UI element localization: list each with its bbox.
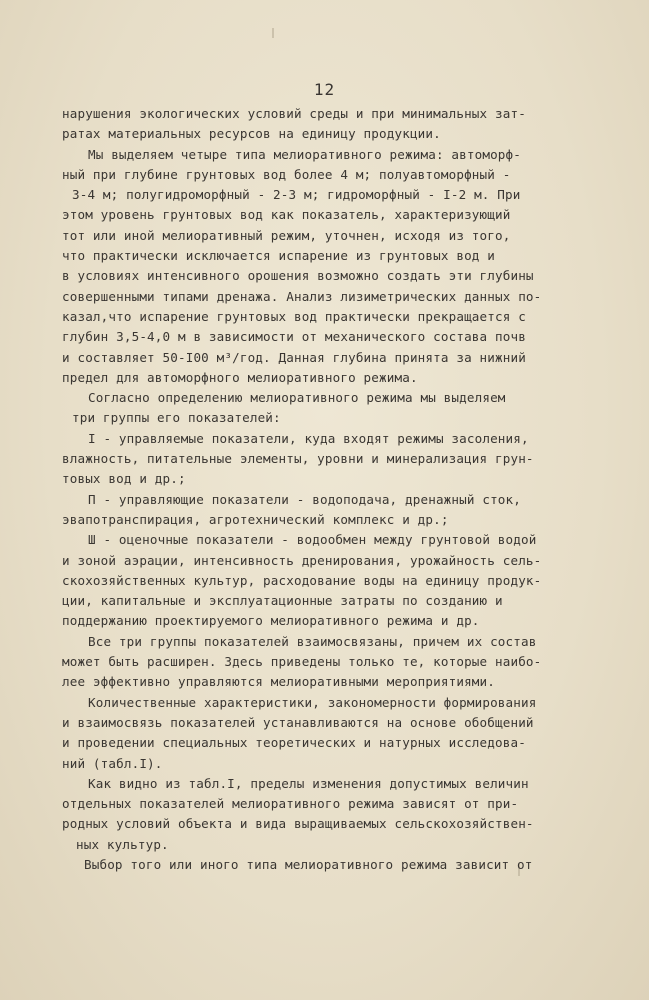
text-line: ных культур. [76,836,169,852]
text-line: и проведении специальных теоретических и натурных исследова- [62,735,526,751]
text-line: ратах материальных ресурсов на единицу продукции. [62,126,441,142]
text-line: Выбор того или иного типа мелиоративного режима зависит от [84,856,533,872]
paper-speck [272,28,274,38]
text-line: может быть расширен. Здесь приведены только те, которые наибо- [62,654,542,670]
text-line: ний (табл.I). [62,755,163,771]
text-line: и зоной аэрации, интенсивность дренирования, урожайность сель- [62,552,542,568]
text-line: глубин 3,5-4,0 м в зависимости от механического состава почв [62,329,526,345]
text-line: что практически исключается испарение из грунтовых вод и [62,248,495,264]
text-line: родных условий объекта и вида выращиваемых сельскохозяйствен- [62,816,534,832]
text-line: ции, капитальные и эксплуатационные затраты по созданию и [62,593,503,609]
text-line: в условиях интенсивного орошения возможно создать эти глубины [62,268,534,284]
text-line: товых вод и др.; [62,471,186,487]
text-line: и взаимосвязь показателей устанавливаются на основе обобщений [62,714,534,730]
text-line: совершенными типами дренажа. Анализ лизиметрических данных по- [62,288,542,304]
text-line: Как видно из табл.I, пределы изменения допустимых величин [88,775,529,791]
text-line: скохозяйственных культур, расходование воды на единицу продук- [62,572,542,588]
text-line: этом уровень грунтовых вод как показатель, характеризующий [62,207,511,223]
body-text [62,104,592,875]
text-line: отдельных показателей мелиоративного режима зависят от при- [62,796,519,812]
text-line: нарушения экологических условий среды и при минимальных зат- [62,106,526,121]
text-line: Мы выделяем четыре типа мелиоративного режима: автоморф- [88,146,521,162]
text-line: эвапотранспирация, агротехнический комплекс и др.; [62,511,449,527]
page-number: 12 [313,80,336,99]
text-line: Количественные характеристики, закономерности формирования [88,694,537,710]
text-line: казал,что испарение грунтовых вод практически прекращается с [62,308,526,324]
text-line: ный при глубине грунтовых вод более 4 м; полуавтоморфный - [62,166,511,182]
text-line: влажность, питательные элементы, уровни и минерализация грун- [62,451,534,467]
text-line: Все три группы показателей взаимосвязаны, причем их состав [88,633,537,649]
text-line: лее эффективно управляются мелиоративными мероприятиями. [62,674,495,690]
text-line: 3-4 м; полугидроморфный - 2-3 м; гидроморфный - I-2 м. При [72,187,521,203]
text-line: и составляет 50-I00 м³/год. Данная глубина принята за нижний [62,349,526,365]
text-line: I - управляемые показатели, куда входят режимы засоления, [88,430,529,446]
text-line: три группы его показателей: [72,410,281,426]
text-line: поддержанию проектируемого мелиоративного режима и др. [62,613,480,629]
text-line: Ш - оценочные показатели - водообмен между грунтовой водой [88,532,537,548]
text-line: П - управляющие показатели - водоподача, дренажный сток, [88,491,521,507]
text-line: предел для автоморфного мелиоративного режима. [62,369,418,385]
text-line: тот или иной мелиоративный режим, уточнен, исходя из того, [62,227,511,243]
text-line: Согласно определению мелиоративного режима мы выделяем [88,390,506,406]
